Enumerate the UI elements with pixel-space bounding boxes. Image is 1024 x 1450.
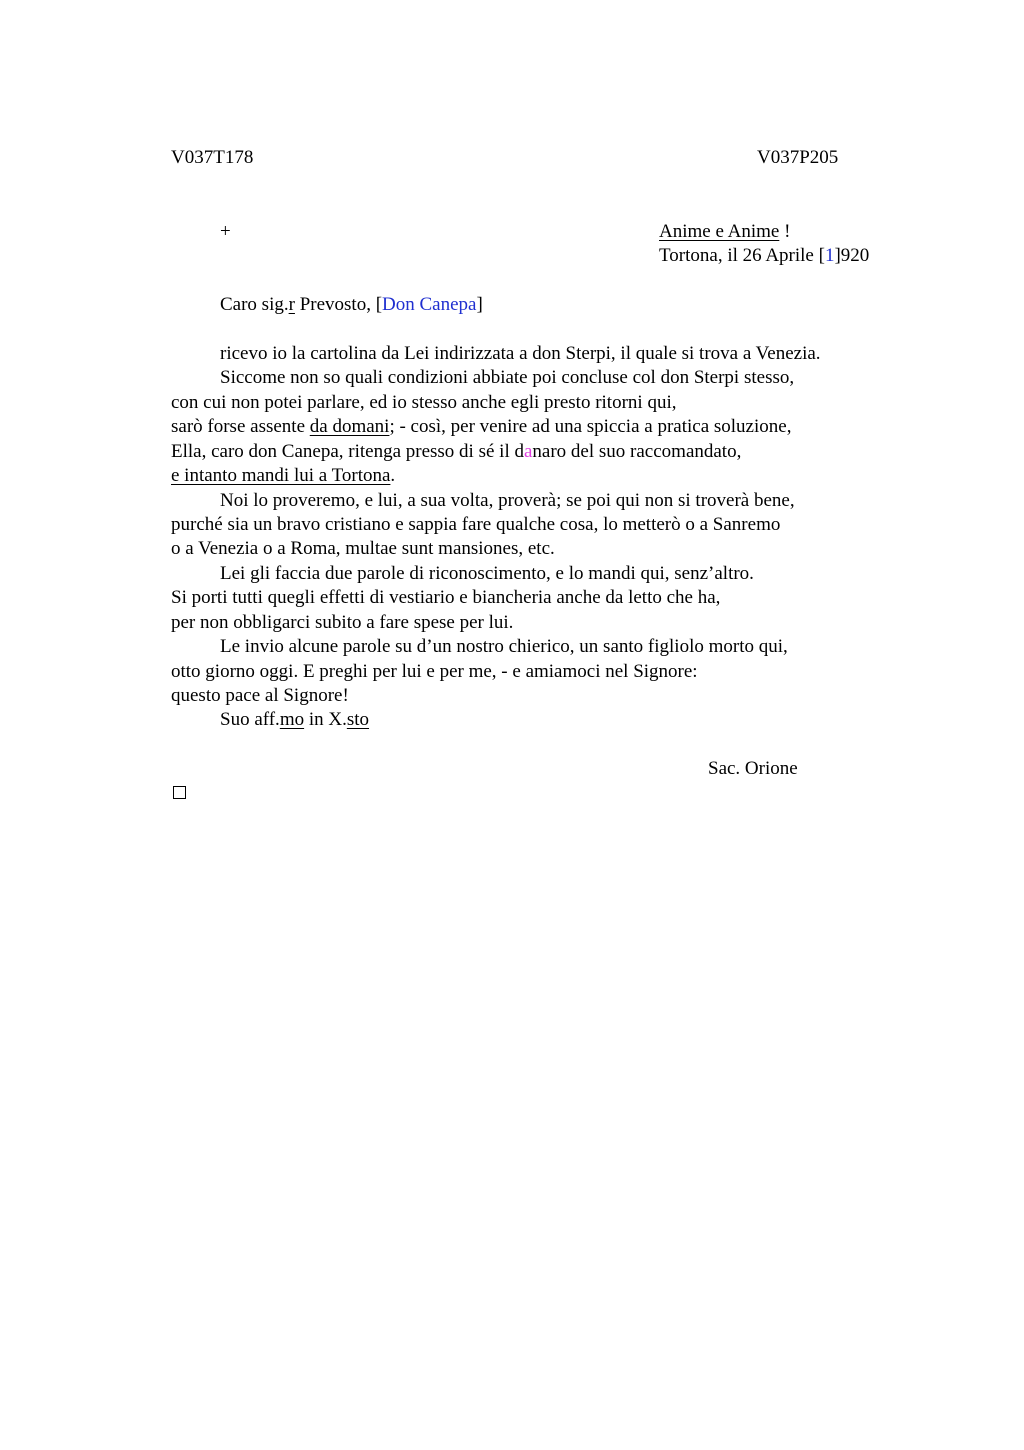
- document-code-right: V037P205: [757, 147, 839, 168]
- motto-mark: !: [779, 221, 791, 242]
- body-line-8: purché sia un bravo cristiano e sappia fare qualche cosa, lo metterò o a Sanremo: [171, 514, 781, 535]
- salutation-part: ]: [476, 294, 483, 315]
- closing-superscript: sto: [346, 709, 370, 730]
- motto: [659, 220, 790, 244]
- body-line-3: con cui non potei parlare, ed io stesso anche egli presto ritorni qui,: [171, 392, 677, 413]
- dateline-suffix: ]920: [834, 245, 870, 266]
- body-underlined: da domani: [309, 416, 390, 437]
- body-line-13: Le invio alcune parole su d’un nostro chierico, un santo figliolo morto qui,: [220, 636, 788, 657]
- closing-line: [220, 708, 369, 732]
- body-line-4: [171, 415, 791, 439]
- body-underlined: e intanto mandi lui a Tortona: [171, 465, 391, 486]
- body-line-2: Siccome non so quali condizioni abbiate poi concluse col don Sterpi stesso,: [220, 367, 795, 388]
- body-text: ; - così, per venire ad una spiccia a pratica soluzione,: [389, 416, 792, 437]
- body-line-1: ricevo io la cartolina da Lei indirizzata a don Sterpi, il quale si trova a Venezia.: [220, 343, 821, 364]
- body-text: Ella, caro don Canepa, ritenga presso di sé il d: [171, 441, 524, 462]
- salutation-editorial: Don Canepa: [382, 294, 477, 315]
- body-text: naro del suo raccomandato,: [532, 441, 742, 462]
- salutation: [220, 293, 483, 317]
- dateline-prefix: Tortona, il 26 Aprile [: [659, 245, 825, 266]
- body-line-6: [171, 464, 395, 488]
- salutation-part: Caro sig.: [220, 294, 289, 315]
- body-line-12: per non obbligarci subito a fare spese per lui.: [171, 612, 514, 633]
- body-line-7: Noi lo proveremo, e lui, a sua volta, proverà; se poi qui non si troverà bene,: [220, 490, 795, 511]
- dateline: [659, 244, 869, 268]
- body-line-9: o a Venezia o a Roma, multae sunt mansiones, etc.: [171, 538, 555, 559]
- closing-superscript: mo: [279, 709, 305, 730]
- body-correction: a: [523, 441, 533, 462]
- salutation-superscript: r: [288, 294, 295, 315]
- body-text: sarò forse assente: [171, 416, 310, 437]
- body-line-11: Si porti tutti quegli effetti di vestiario e biancheria anche da letto che ha,: [171, 587, 721, 608]
- closing-part: in X.: [304, 709, 347, 730]
- body-text: .: [390, 465, 396, 486]
- body-line-5: [171, 440, 741, 464]
- body-line-15: questo pace al Signore!: [171, 685, 349, 706]
- dateline-editorial: 1: [824, 245, 835, 266]
- motto-text: Anime e Anime: [659, 221, 780, 242]
- salutation-part: Prevosto, [: [294, 294, 383, 315]
- closing-part: Suo aff.: [220, 709, 280, 730]
- document-code-left: V037T178: [171, 147, 254, 168]
- end-box-icon: [173, 786, 186, 799]
- signature: Sac. Orione: [708, 758, 798, 779]
- body-line-14: otto giorno oggi. E preghi per lui e per me, - e amiamoci nel Signore:: [171, 661, 698, 682]
- body-line-10: Lei gli faccia due parole di riconoscimento, e lo mandi qui, senz’altro.: [220, 563, 754, 584]
- cross-mark: +: [220, 221, 231, 242]
